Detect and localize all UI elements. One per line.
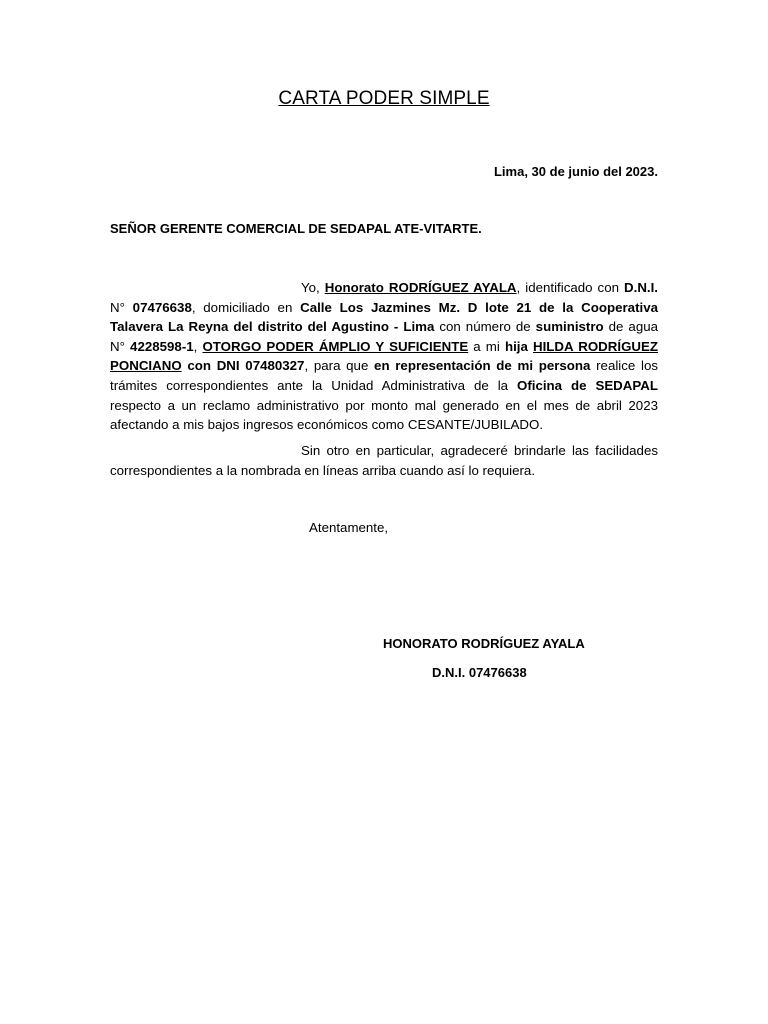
text-run: Honorato RODRÍGUEZ AYALA	[324, 280, 517, 295]
addressee-line: SEÑOR GERENTE COMERCIAL DE SEDAPAL ATE-VITARTE.	[110, 221, 482, 236]
text-run: 4228598-1	[130, 338, 194, 354]
text-run: HILDA RODRÍGUEZ PONCIANO	[110, 338, 659, 374]
text-run: 07476638	[132, 299, 192, 315]
text-run: Calle Los Jazmines Mz. D lote 21 de la Cooperativa Talavera La Reyna del distrito del Agustino - Lima	[110, 299, 658, 335]
text-run: , domiciliado en	[191, 299, 301, 315]
text-run: realice los trámites correspondientes ante la Unidad Administrativa de la	[110, 358, 658, 393]
text-run: de agua N°	[110, 319, 659, 354]
paragraph-1-runs	[110, 280, 658, 432]
signature-name: HONORATO RODRÍGUEZ AYALA	[383, 636, 585, 651]
text-run: Oficina de SEDAPAL	[517, 377, 658, 393]
text-run: en representación de mi persona	[374, 358, 591, 374]
text-run: respecto a un reclamo administrativo por monto mal generado en el mes de abril 2023 afectando a mis bajos ingresos económicos como CESANTE/JUBILADO.	[110, 397, 658, 433]
text-run: con número de	[434, 319, 536, 335]
document-title: CARTA PODER SIMPLE	[278, 88, 490, 109]
paragraph-2-text: Sin otro en particular, agradeceré brindarle las facilidades correspondientes a la nombrada en líneas arriba cuando así lo requiera.	[110, 443, 658, 478]
text-run: suministro	[535, 319, 604, 335]
closing-salutation: Atentamente,	[309, 520, 389, 535]
text-run: , para que	[304, 358, 375, 374]
body-paragraph-1	[110, 278, 658, 435]
text-run: a mi	[468, 338, 505, 354]
signature-dni: D.N.I. 07476638	[432, 665, 527, 680]
text-run: , identificado con	[516, 280, 625, 295]
text-run: OTORGO PODER ÁMPLIO Y SUFICIENTE	[202, 338, 469, 354]
text-run: ,	[193, 338, 203, 354]
text-run: con DNI 07480327	[181, 358, 305, 374]
text-run: D.N.I.	[624, 280, 658, 295]
text-run: Yo,	[301, 280, 325, 295]
document-date: Lima, 30 de junio del 2023.	[493, 164, 658, 179]
text-run: hija	[504, 338, 528, 354]
body-paragraph-2	[110, 441, 658, 480]
text-run: N°	[110, 299, 133, 315]
